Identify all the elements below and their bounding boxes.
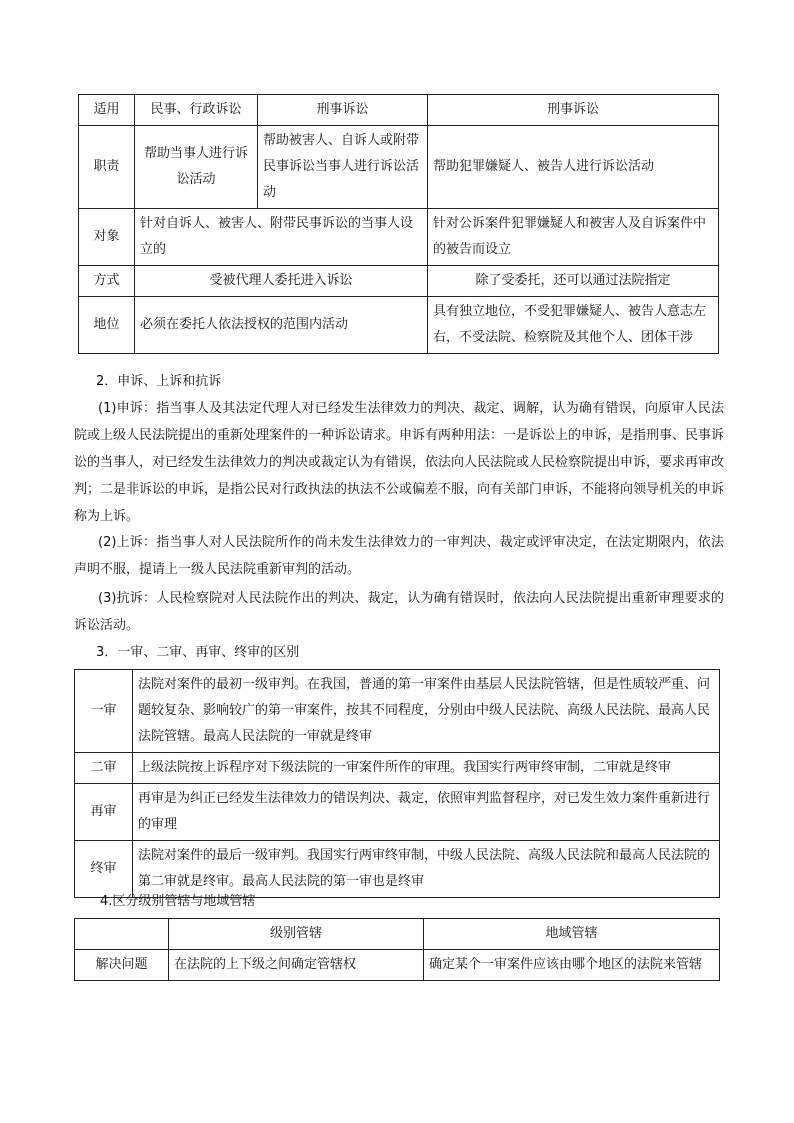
row-label: 再审 <box>75 784 133 841</box>
table-row <box>79 209 719 266</box>
table-row <box>75 753 720 784</box>
table-row <box>79 126 719 209</box>
table-row <box>79 297 719 354</box>
table-cell: 刑事诉讼 <box>428 95 719 126</box>
row-label: 方式 <box>79 266 135 297</box>
table-row <box>75 950 720 981</box>
table-cell: 法院对案件的最初一级审判。在我国，普通的第一审案件由基层人民法院管辖，但是性质较严重、问题较复杂、影响较广的第一审案件，按其不同程度，分别由中级人民法院、高级人民法院、最高人民法院管辖。最高人民法院的一审就是终审 <box>133 670 720 753</box>
table-row <box>75 784 720 841</box>
jurisdiction-table <box>74 918 720 981</box>
table-cell: 地域管辖 <box>424 919 720 950</box>
table-cell: 针对公诉案件犯罪嫌疑人和被害人及自诉案件中的被告而设立 <box>428 209 719 266</box>
table-cell: 必须在委托人依法授权的范围内活动 <box>135 297 428 354</box>
table-cell: 刑事诉讼 <box>258 95 428 126</box>
table-cell: 适用 <box>79 95 135 126</box>
table-row <box>75 919 720 950</box>
table-cell: 除了受委托，还可以通过法院指定 <box>428 266 719 297</box>
paragraph-appeal: (1)申诉：指当事人及其法定代理人对已经发生法律效力的判决、裁定、调解，认为确有错误，向原审人民法院或上级人民法院提出的重新处理案件的一种诉讼请求。申诉有两种用法：一是诉讼上的申诉，是指刑事、民事诉讼的当事人，对已经发生法律效力的判决或裁定认为有错误，依法向人民法院或人民检察院提出申诉，要求再审改判；二是非诉讼的申诉，是指公民对行政执法的执法不公或偏差不服，向有关部门申诉，不能将向领导机关的申诉称为上诉。 <box>74 401 725 524</box>
table-cell: 确定某个一审案件应该由哪个地区的法院来管辖 <box>424 950 720 981</box>
section-heading: 2．申诉、上诉和抗诉 <box>96 374 222 389</box>
row-label: 终审 <box>75 841 133 898</box>
table-cell: 受被代理人委托进入诉讼 <box>135 266 428 297</box>
paragraph-appeal-upper: (2)上诉：指当事人对人民法院所作的尚未发生法律效力的一审判决、裁定或评审决定，在法定期限内，依法声明不服，提请上一级人民法院重新审判的活动。 <box>74 535 724 577</box>
table-row <box>79 95 719 126</box>
row-label: 一审 <box>75 670 133 753</box>
table-cell: 法院对案件的最后一级审判。我国实行两审终审制，中级人民法院、高级人民法院和最高人民法院的第二审就是终审。最高人民法院的第一审也是终审 <box>133 841 720 898</box>
table-row <box>79 266 719 297</box>
paragraph-protest: (3)抗诉：人民检察院对人民法院作出的判决、裁定，认为确有错误时，依法向人民法院提出重新审理要求的诉讼活动。 <box>74 591 724 633</box>
table-cell: 级别管辖 <box>169 919 424 950</box>
legal-agent-comparison-table <box>78 94 719 354</box>
table-cell: 帮助犯罪嫌疑人、被告人进行诉讼活动 <box>428 126 719 209</box>
row-label: 职责 <box>79 126 135 209</box>
table-cell: 上级法院按上诉程序对下级法院的一审案件所作的审理。我国实行两审终审制，二审就是终审 <box>133 753 720 784</box>
section-heading: 4.区分级别管辖与地域管辖 <box>100 894 256 909</box>
table-cell: 再审是为纠正已经发生法律效力的错误判决、裁定，依照审判监督程序，对已发生效力案件重新进行的审理 <box>133 784 720 841</box>
table-row <box>75 670 720 753</box>
table-cell: 帮助当事人进行诉讼活动 <box>135 126 258 209</box>
row-label: 二审 <box>75 753 133 784</box>
table-cell: 民事、行政诉讼 <box>135 95 258 126</box>
table-cell: 帮助被害人、自诉人或附带民事诉讼当事人进行诉讼活动 <box>258 126 428 209</box>
section-heading: 3．一审、二审、再审、终审的区别 <box>96 645 300 660</box>
row-label: 地位 <box>79 297 135 354</box>
table-cell: 具有独立地位，不受犯罪嫌疑人、被告人意志左右，不受法院、检察院及其他个人、团体干涉 <box>428 297 719 354</box>
table-cell <box>75 919 169 950</box>
table-row <box>75 841 720 898</box>
row-label: 解决问题 <box>75 950 169 981</box>
table-cell: 在法院的上下级之间确定管辖权 <box>169 950 424 981</box>
trial-levels-table <box>74 669 720 898</box>
table-cell: 针对自诉人、被害人、附带民事诉讼的当事人设立的 <box>135 209 428 266</box>
row-label: 对象 <box>79 209 135 266</box>
